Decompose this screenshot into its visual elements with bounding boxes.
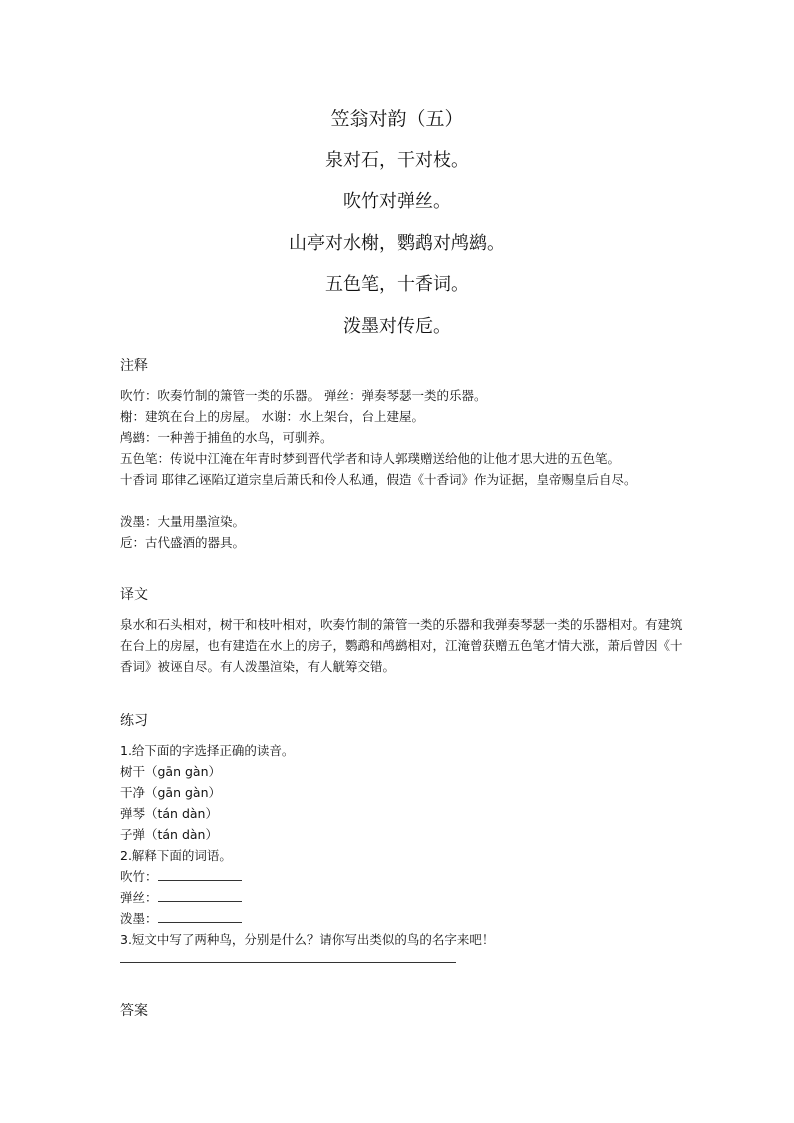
answer-blank[interactable] <box>158 868 242 881</box>
poem-line: 泉对石，干对枝。 <box>325 150 469 171</box>
q2-item-label: 弹丝： <box>120 890 158 905</box>
answer-blank[interactable] <box>158 889 242 902</box>
note-line: 泼墨：大量用墨渲染。 <box>120 514 246 529</box>
question-2: 2.解释下面的词语。 <box>120 848 232 863</box>
q2-item <box>120 908 242 929</box>
poem-line: 吹竹对弹丝。 <box>343 191 451 212</box>
poem-line: 五色笔，十香词。 <box>325 274 469 295</box>
note-line: 吹竹：吹奏竹制的箫管一类的乐器。 弹丝：弹奏琴瑟一类的乐器。 <box>120 388 487 403</box>
notes-heading: 注释 <box>120 358 148 374</box>
translation-heading: 译文 <box>120 587 148 603</box>
note-line: 卮：古代盛酒的器具。 <box>120 535 246 550</box>
poem-line: 山亭对水榭，鹦鹉对鸬鹚。 <box>289 233 505 254</box>
note-line: 鸬鹚：一种善于捕鱼的水鸟，可驯养。 <box>120 430 333 445</box>
q1-item: 树干（gān gàn） <box>120 764 222 779</box>
note-line: 五色笔：传说中江淹在年青时梦到晋代学者和诗人郭璞赠送给他的让他才思大进的五色笔。 <box>120 451 621 466</box>
exercise-heading: 练习 <box>120 713 148 729</box>
poem-line: 泼墨对传卮。 <box>343 316 451 337</box>
q2-item-label: 吹竹： <box>120 869 158 884</box>
q2-item <box>120 866 242 887</box>
q1-item: 干净（gān gàn） <box>120 785 222 800</box>
answer-blank[interactable] <box>158 910 242 923</box>
translation-text: 泉水和石头相对，树干和枝叶相对，吹奏竹制的箫管一类的乐器和我弹奏琴瑟一类的乐器相对。有建筑在台上的房屋，也有建造在水上的房子，鹦鹉和鸬鹚相对，江淹曾获赠五色笔才情大涨，萧后曾因《十香词》被诬自尽。有人泼墨渲染，有人觥筹交错。 <box>120 617 683 674</box>
q2-item <box>120 887 242 908</box>
q1-item: 子弹（tán dàn） <box>120 827 218 842</box>
q1-item: 弹琴（tán dàn） <box>120 806 218 821</box>
answer-heading: 答案 <box>120 1003 148 1019</box>
q2-item-label: 泼墨： <box>120 911 158 926</box>
question-1: 1.给下面的字选择正确的读音。 <box>120 743 295 758</box>
note-line: 榭：建筑在台上的房屋。 水谢：水上架台，台上建屋。 <box>120 409 424 424</box>
page-title: 笠翁对韵（五） <box>330 108 464 130</box>
note-line: 十香词 耶律乙诬陷辽道宗皇后萧氏和伶人私通，假造《十香词》作为证据，皇帝赐皇后自尽。 <box>120 472 637 487</box>
question-3: 3.短文中写了两种鸟，分别是什么？请你写出类似的鸟的名字来吧！ <box>120 932 495 947</box>
answer-line[interactable] <box>120 962 456 963</box>
